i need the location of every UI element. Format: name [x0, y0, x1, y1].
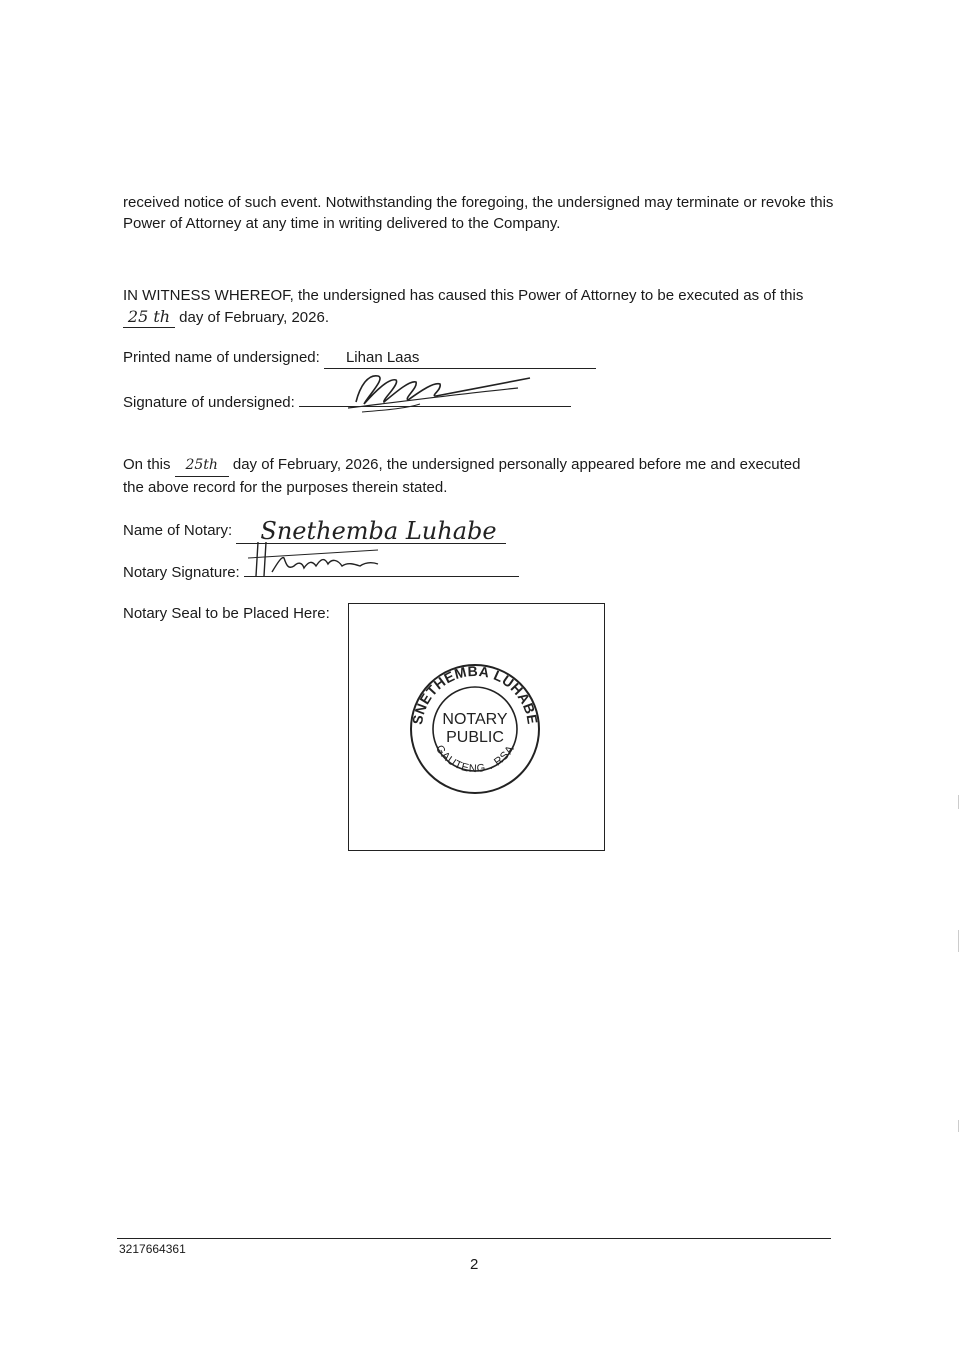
scan-artifact [958, 795, 959, 809]
seal-top-arc: SNETHEMBA LUHABE [409, 662, 541, 726]
signature-label: Signature of undersigned: [123, 394, 295, 411]
notary-signature-image [238, 536, 418, 580]
witness-day-handwritten: 25 th [123, 306, 175, 328]
on-this-label: On this [123, 456, 171, 473]
document-id: 3217664361 [119, 1242, 186, 1256]
notary-signature-label: Notary Signature: [123, 564, 240, 581]
undersigned-signature-image [338, 366, 538, 418]
notary-name-handwritten: Snethemba Luhabe [236, 519, 506, 544]
page-number: 2 [470, 1256, 479, 1273]
paragraph-revocation: received notice of such event. Notwithstanding the foregoing, the undersigned may terminate or revoke this Power of Attorney at any time in writing delivered to the Company. [123, 194, 834, 232]
scan-artifact [958, 1120, 959, 1132]
footer-divider [117, 1238, 831, 1239]
appearance-text: day of February, 2026, the undersigned personally appeared before me and executed [232, 456, 801, 473]
notary-day-handwritten: 25th [175, 455, 229, 477]
appearance-text-2: the above record for the purposes therein stated. [123, 479, 448, 496]
printed-name-value: Lihan Laas [324, 348, 596, 369]
seal-center-line-2: PUBLIC [446, 729, 504, 746]
witness-statement [123, 285, 835, 328]
notary-seal-label: Notary Seal to be Placed Here: [123, 605, 330, 622]
seal-center-line-1: NOTARY [442, 711, 508, 728]
printed-name-label: Printed name of undersigned: [123, 349, 320, 366]
witness-text: IN WITNESS WHEREOF, the undersigned has caused this Power of Attorney to be executed as of this [123, 287, 804, 304]
notary-appearance [123, 454, 835, 498]
seal-bottom-arc: GAUTENG . RSA [432, 743, 518, 776]
notary-seal-stamp [408, 662, 542, 796]
svg-text:GAUTENG . RSA [433, 743, 517, 775]
scan-artifact [958, 930, 959, 952]
witness-tail: day of February, 2026. [179, 309, 329, 326]
notary-name-label: Name of Notary: [123, 522, 233, 539]
